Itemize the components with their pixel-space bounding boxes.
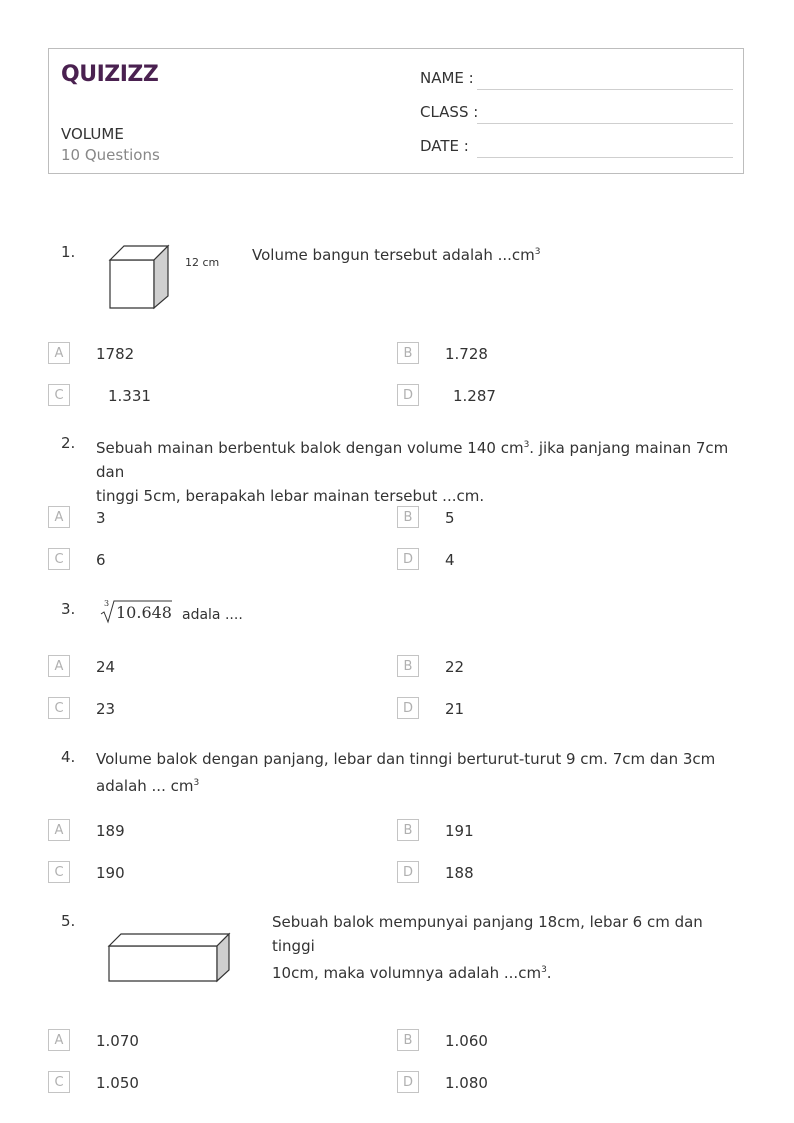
option-value-1c: 1.331 (108, 387, 151, 405)
option-value-4b: 191 (445, 822, 474, 840)
question-5-text-end: . (546, 964, 552, 982)
option-box-2b[interactable]: B (397, 506, 419, 528)
option-value-3d: 21 (445, 700, 465, 718)
question-2-number: 2. (61, 434, 76, 452)
question-3-text: adala .... (182, 607, 243, 623)
option-value-5c: 1.050 (96, 1074, 139, 1092)
option-box-3a[interactable]: A (48, 655, 70, 677)
option-box-4d[interactable]: D (397, 861, 419, 883)
class-label: CLASS : (420, 103, 479, 121)
superscript-3: 3 (534, 247, 541, 257)
option-value-2b: 5 (445, 509, 455, 527)
option-box-4b[interactable]: B (397, 819, 419, 841)
question-4-number: 4. (61, 748, 76, 766)
option-value-4d: 188 (445, 864, 474, 882)
cube-side-label: 12 cm (185, 256, 220, 269)
question-5-text-line-1: Sebuah balok mempunyai panjang 18cm, lebar 6 cm dan tinggi (272, 913, 703, 955)
name-label: NAME : (420, 69, 474, 87)
question-2-text-part-b: . jika panjang mainan 7cm dan (96, 439, 729, 481)
option-box-4c[interactable]: C (48, 861, 70, 883)
option-value-1b: 1.728 (445, 345, 488, 363)
question-4-text-line-2: adalah ... cm (96, 777, 194, 795)
option-box-1a[interactable]: A (48, 342, 70, 364)
option-value-3c: 23 (96, 700, 116, 718)
option-box-5a[interactable]: A (48, 1029, 70, 1051)
superscript-3: 3 (523, 440, 530, 450)
cuboid-figure (107, 932, 233, 984)
question-3-number: 3. (61, 600, 76, 618)
option-box-2c[interactable]: C (48, 548, 70, 570)
option-value-3a: 24 (96, 658, 116, 676)
question-1-text (252, 240, 541, 267)
class-field[interactable] (477, 123, 733, 124)
superscript-3: 3 (541, 965, 547, 975)
option-box-2d[interactable]: D (397, 548, 419, 570)
option-box-1d[interactable]: D (397, 384, 419, 406)
option-box-4a[interactable]: A (48, 819, 70, 841)
option-box-1c[interactable]: C (48, 384, 70, 406)
question-5-text-line-2: 10cm, maka volumnya adalah ...cm (272, 964, 542, 982)
name-field[interactable] (477, 89, 733, 90)
option-value-5a: 1.070 (96, 1032, 139, 1050)
cube-figure (108, 244, 172, 312)
question-1-number: 1. (61, 243, 76, 261)
date-field[interactable] (477, 157, 733, 158)
option-value-1d: 1.287 (453, 387, 496, 405)
option-box-3c[interactable]: C (48, 697, 70, 719)
option-box-2a[interactable]: A (48, 506, 70, 528)
option-value-2d: 4 (445, 551, 455, 569)
quizizz-logo (61, 59, 161, 87)
superscript-3: 3 (193, 778, 200, 788)
option-value-4c: 190 (96, 864, 125, 882)
option-box-1b[interactable]: B (397, 342, 419, 364)
option-box-5c[interactable]: C (48, 1071, 70, 1093)
option-value-2c: 6 (96, 551, 106, 569)
radicand: 10.648 (116, 603, 172, 622)
question-4-text-line-1: Volume balok dengan panjang, lebar dan tinngi berturut-turut 9 cm. 7cm dan 3cm (96, 750, 716, 768)
question-2-text-part-a: Sebuah mainan berbentuk balok dengan volume 140 cm (96, 439, 524, 457)
option-value-3b: 22 (445, 658, 465, 676)
option-value-2a: 3 (96, 509, 106, 527)
cube-root-expression (100, 598, 180, 626)
worksheet-header (48, 48, 744, 174)
option-value-4a: 189 (96, 822, 125, 840)
date-label: DATE : (420, 137, 469, 155)
option-box-3d[interactable]: D (397, 697, 419, 719)
question-2-text (96, 433, 746, 508)
root-index: 3 (104, 599, 110, 608)
option-box-3b[interactable]: B (397, 655, 419, 677)
option-box-5b[interactable]: B (397, 1029, 419, 1051)
worksheet-title: VOLUME (61, 125, 124, 143)
question-4-text (96, 747, 746, 798)
question-2-text-line-2: tinggi 5cm, berapakah lebar mainan tersebut ...cm. (96, 487, 485, 505)
option-value-1a: 1782 (96, 345, 135, 363)
option-value-5b: 1.060 (445, 1032, 488, 1050)
question-1-text-main: Volume bangun tersebut adalah ...cm (252, 246, 535, 264)
option-value-5d: 1.080 (445, 1074, 488, 1092)
option-box-5d[interactable]: D (397, 1071, 419, 1093)
question-5-text (272, 910, 742, 985)
question-5-number: 5. (61, 912, 76, 930)
logo-text: QUIZIZZ (61, 62, 159, 87)
question-count: 10 Questions (61, 146, 160, 164)
